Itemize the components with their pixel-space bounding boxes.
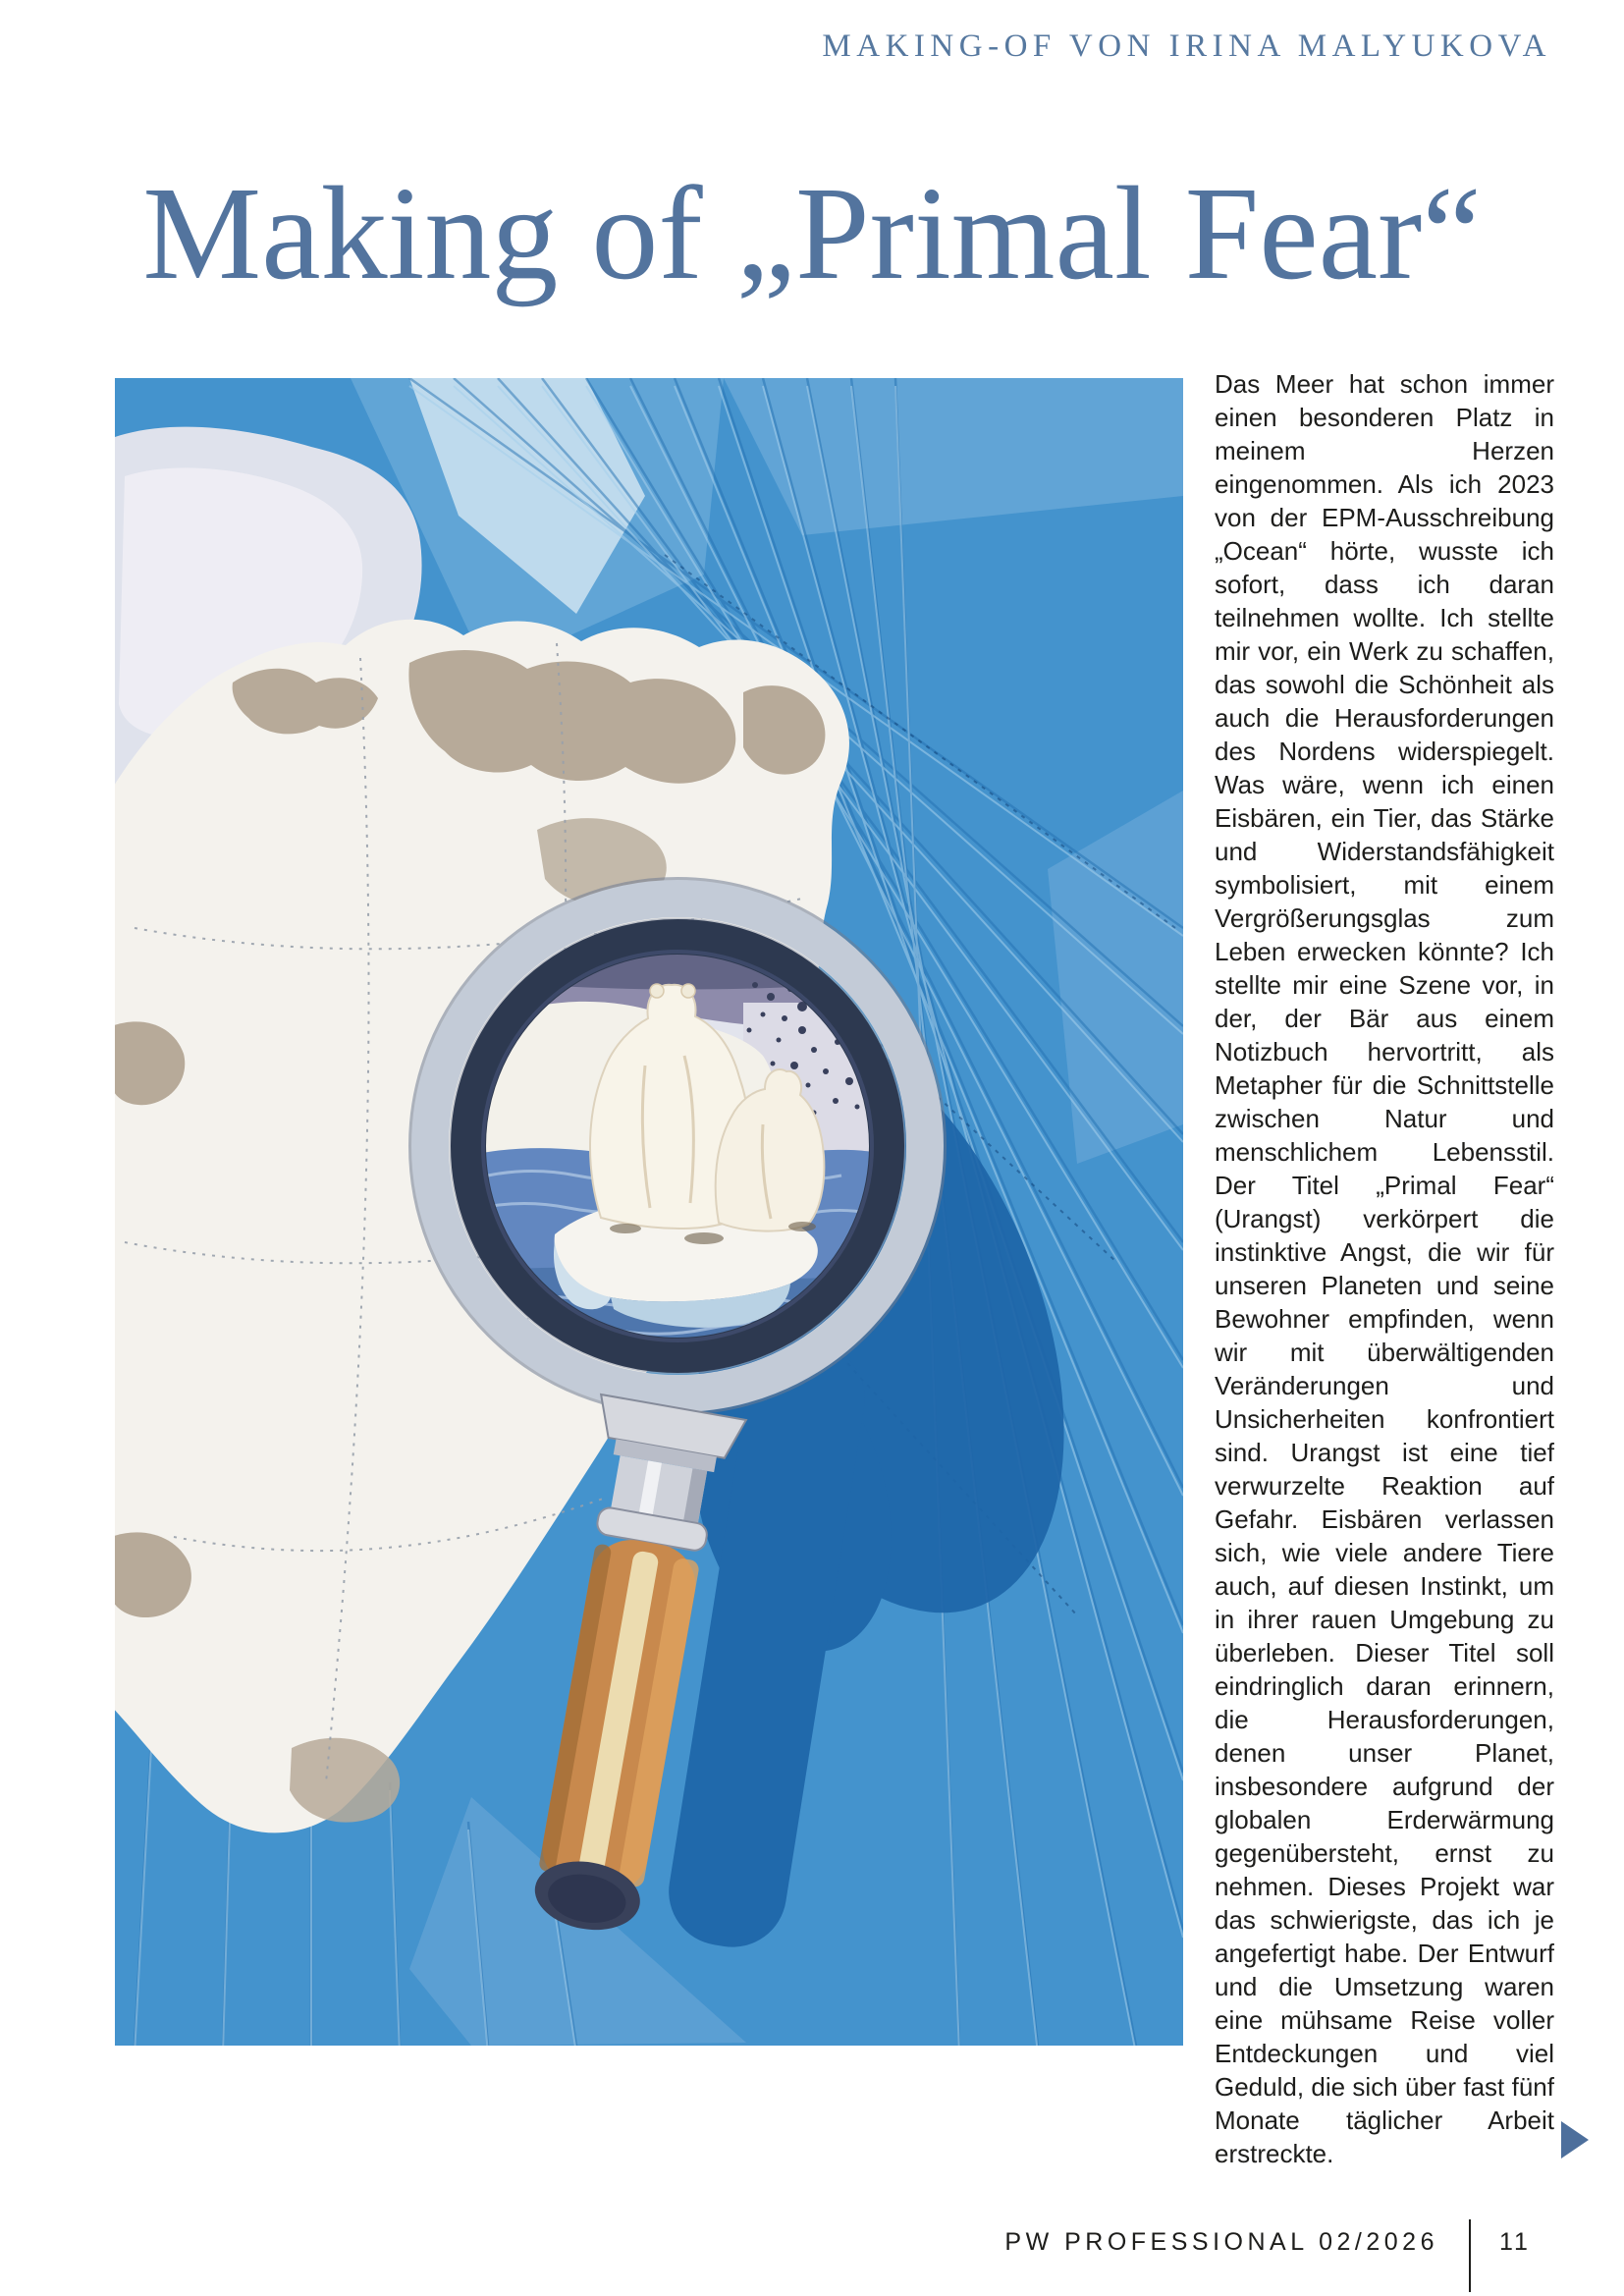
footer-divider xyxy=(1469,2219,1471,2292)
article-column xyxy=(1215,367,1554,2170)
magazine-name: PW PROFESSIONAL 02/2026 xyxy=(1004,2228,1438,2256)
page-title: Making of „Primal Fear“ xyxy=(142,160,1482,308)
quilt-photo xyxy=(115,378,1183,2046)
page-number: 11 xyxy=(1499,2228,1531,2256)
continue-arrow-icon xyxy=(1561,2121,1589,2159)
quilt-photo-illustration xyxy=(115,378,1183,2046)
kicker: MAKING-OF VON IRINA MALYUKOVA xyxy=(822,28,1551,64)
body-paragraph: Das Meer hat schon immer einen besonderen Platz in meinem Herzen eingenommen. Als ich 2023 von der EPM-Ausschreibung „Ocean“ hörte, wusste ich sofort, dass ich daran teilnehmen wollte. Ich stellte mir vor, ein Werk zu schaffen, das sowohl die Schönheit als auch die Herausforderungen des Nordens widerspiegelt. Was wäre, wenn ich einen Eisbären, ein Tier, das Stärke und Widerstandsfähigkeit symbolisiert, mit einem Vergrößerungsglas zum Leben erwecken könnte? Ich stellte mir eine Szene vor, in der, der Bär aus einem Notizbuch hervortritt, als Metapher für die Schnittstelle zwischen Natur und menschlichem Lebensstil. Der Titel „Primal Fear“ (Urangst) verkörpert die instinktive Angst, die wir für unseren Planeten und seine Bewohner empfinden, wenn wir mit überwältigenden Veränderungen und Unsicherheiten konfrontiert sind. Urangst ist eine tief verwurzelte Reaktion auf Gefahr. Eisbären verlassen sich, wie viele andere Tiere auch, auf diesen Instinkt, um in ihrer rauen Umgebung zu überleben. Dieser Titel soll eindringlich daran erinnern, die Herausforderungen, denen unser Planet, insbesondere aufgrund der globalen Erderwärmung gegenübersteht, ernst zu nehmen. Dieses Projekt war das schwierigste, das ich je angefertigt habe. Der Entwurf und die Umsetzung waren eine mühsame Reise voller Entdeckungen und viel Geduld, die sich über fast fünf Monate täglicher Arbeit erstreckte. xyxy=(1215,369,1554,2168)
